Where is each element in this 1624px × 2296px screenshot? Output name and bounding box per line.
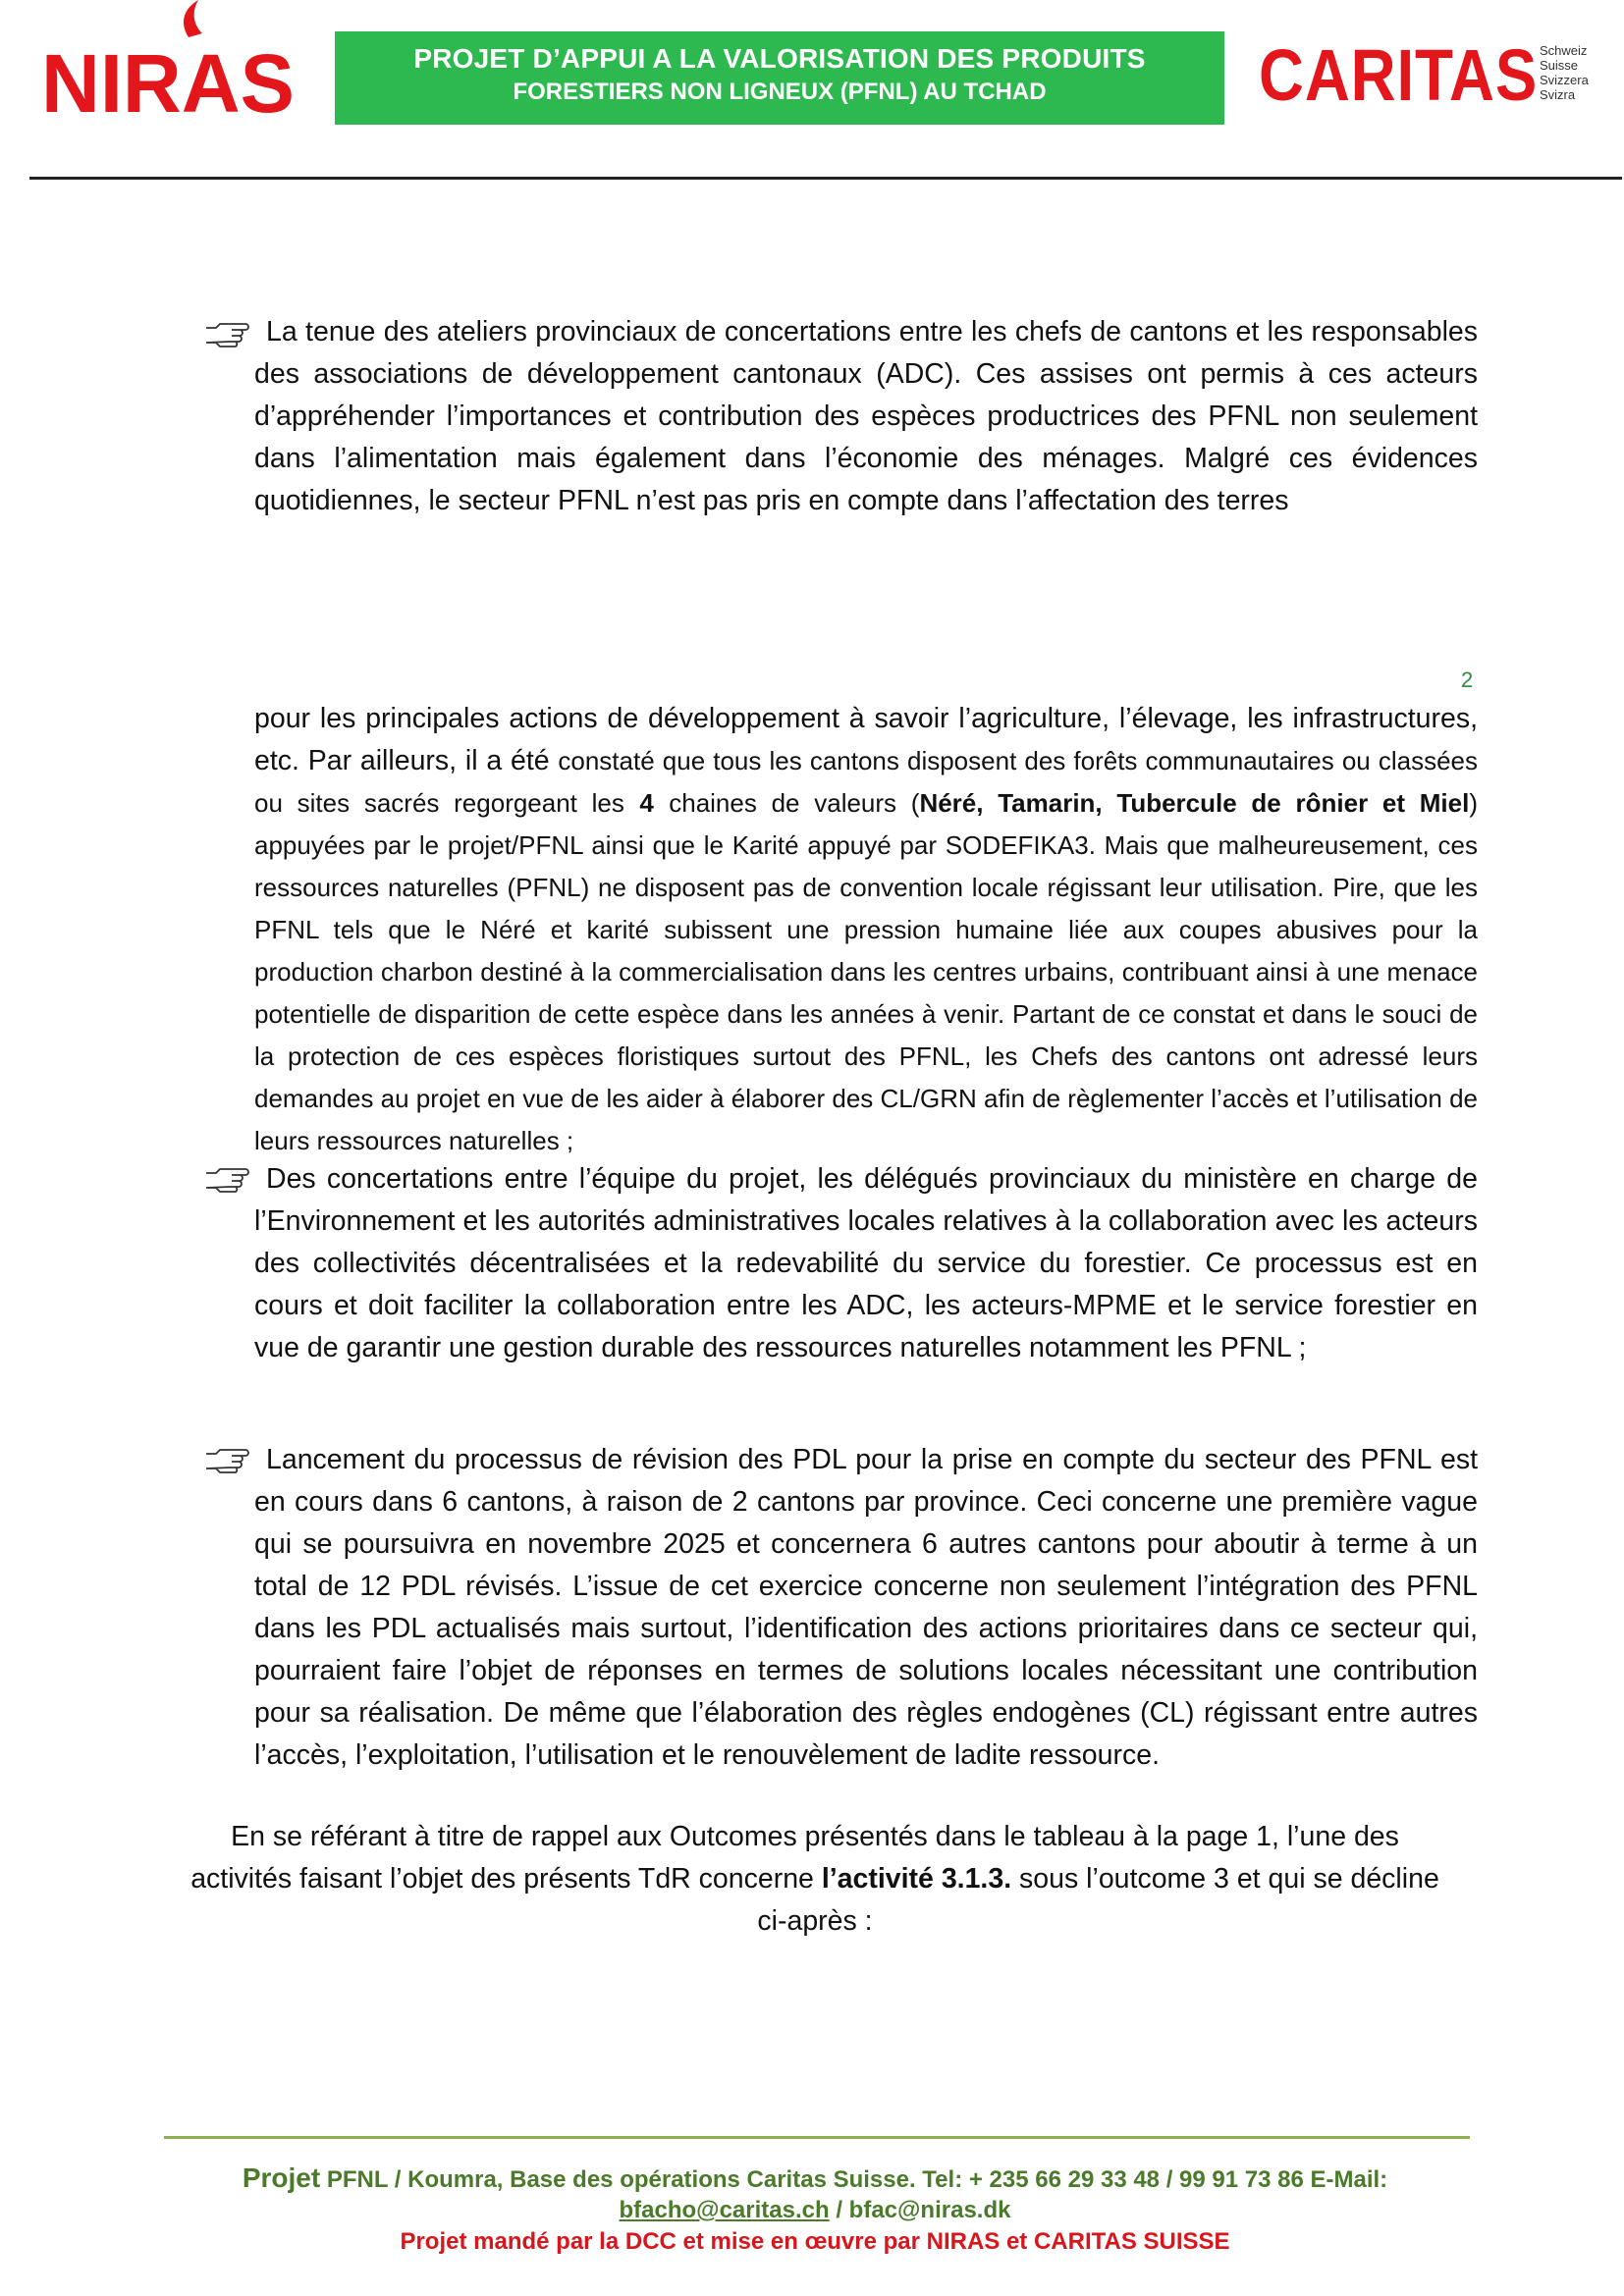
footer-separator: /	[836, 2197, 842, 2223]
caritas-wordmark: CARITAS	[1259, 34, 1539, 116]
pointing-hand-icon	[204, 1444, 251, 1473]
caritas-lang-1: Schweiz	[1540, 43, 1588, 58]
caritas-lang-4: Svizra	[1540, 87, 1576, 102]
closing-activity-bold: l’activité 3.1.3.	[821, 1863, 1012, 1895]
pointing-hand-icon	[204, 1163, 251, 1193]
footer-lead: Projet	[242, 2163, 321, 2193]
footer-contact: PFNL / Koumra, Base des opérations Caritas Suisse. Tel: + 235 66 29 33 48 / 99 91 73 86 E-Mail:	[326, 2166, 1388, 2193]
footer-line-1	[147, 2164, 1483, 2194]
closing-paragraph	[187, 1816, 1443, 1943]
niras-logo	[41, 0, 298, 118]
closing-text-1: En se référant à titre de rappel aux Outcomes présentés dans le tableau à la page 1, l’une des activités faisant l’objet des présents TdR concerne	[190, 1821, 1399, 1895]
project-banner	[335, 31, 1224, 125]
footer-email-niras[interactable]: bfac@niras.dk	[848, 2197, 1011, 2223]
footer-email-caritas[interactable]: bfacho@caritas.ch	[619, 2197, 830, 2223]
bullet-2-text: Des concertations entre l’équipe du projet, les délégués provinciaux du ministère en charge de l’Environnement et les autorités administratives locales relatives à la collaboration avec les acteurs des collectivités décentralisées et la redevabilité du service du forestier. Ce processus est en cours et doit faciliter la collaboration entre les ADC, les acteurs-MPME et le service forestier en vue de garantir une gestion durable des ressources naturelles notamment les PFNL ;	[254, 1163, 1478, 1363]
bullet-1-text-part2	[254, 698, 1478, 1162]
footer-line-3: Projet mandé par la DCC et mise en œuvre par NIRAS et CARITAS SUISSE	[400, 2228, 1230, 2255]
closing-text-2: sous l’outcome 3 et qui se décline ci-après :	[757, 1863, 1439, 1937]
caritas-lang-3: Svizzera	[1540, 73, 1589, 87]
banner-title-line2: FORESTIERS NON LIGNEUX (PFNL) AU TCHAD	[513, 79, 1047, 105]
page-number: 2	[1461, 667, 1474, 692]
caritas-lang-2: Suisse	[1540, 58, 1579, 73]
header-divider	[29, 177, 1622, 180]
caritas-logo	[1259, 34, 1593, 116]
bullet-1-bold-chains: Néré, Tamarin, Tubercule de rônier et Miel	[919, 788, 1470, 818]
svg-text:NIRAS: NIRAS	[41, 37, 295, 118]
caritas-languages	[1540, 43, 1589, 102]
bullet-1-part2a: pour les principales actions de développement à savoir l’agriculture, l’élevage, les infrastructures, etc. Par ailleurs, il a été	[254, 703, 1478, 776]
footer-divider	[164, 2136, 1470, 2139]
footer-line-2	[147, 2197, 1483, 2224]
pointing-hand-icon	[204, 318, 251, 347]
bullet-1-part2b: constaté que tous les cantons disposent des forêts communautaires ou classées ou sites sacrés regorgeant les	[254, 746, 1478, 818]
bullet-1-text-part1: La tenue des ateliers provinciaux de concertations entre les chefs de cantons et les responsables des associations de développement cantonaux (ADC). Ces assises ont permis à ces acteurs d’appréhender l’importances et contribution des espèces productrices des PFNL non seulement dans l’alimentation mais également dans l’économie des ménages. Malgré ces évidences quotidiennes, le secteur PFNL n’est pas pris en compte dans l’affectation des terres	[254, 316, 1478, 516]
bullet-1-bold-count: 4	[639, 788, 654, 818]
bullet-1-part2d: ) appuyées par le projet/PFNL ainsi que le Karité appuyé par SODEFIKA3. Mais que malheureusement, ces ressources naturelles (PFNL) ne disposent pas de convention locale régissant leur utilisation. Pire, que les PFNL tels que le Néré et karité subissent une pression humaine liée aux coupes abusives pour la production charbon destiné à la commercialisation dans les centres urbains, contribuant ainsi à une menace potentielle de disparition de cette espèce dans les années à venir. Partant de ce constat et dans le souci de la protection de ces espèces floristiques surtout des PFNL, les Chefs des cantons ont adressé leurs demandes au projet en vue de les aider à élaborer des CL/GRN afin de règlementer l’accès et l’utilisation de leurs ressources naturelles ;	[254, 788, 1478, 1155]
banner-title-line1: PROJET D’APPUI A LA VALORISATION DES PRODUITS	[413, 43, 1146, 74]
bullet-1-part2c: chaines de valeurs (	[669, 788, 920, 818]
bullet-3-text: Lancement du processus de révision des PDL pour la prise en compte du secteur des PFNL est en cours dans 6 cantons, à raison de 2 cantons par province. Ceci concerne une première vague qui se poursuivra en novembre 2025 et concernera 6 autres cantons pour aboutir à terme à un total de 12 PDL révisés. L’issue de cet exercice concerne non seulement l’intégration des PFNL dans les PDL actualisés mais surtout, l’identification des actions prioritaires dans ce secteur qui, pourraient faire l’objet de réponses en termes de solutions locales nécessitant une contribution pour sa réalisation. De même que l’élaboration des règles endogènes (CL) régissant entre autres l’accès, l’exploitation, l’utilisation et le renouvèlement de ladite ressource.	[254, 1444, 1478, 1771]
